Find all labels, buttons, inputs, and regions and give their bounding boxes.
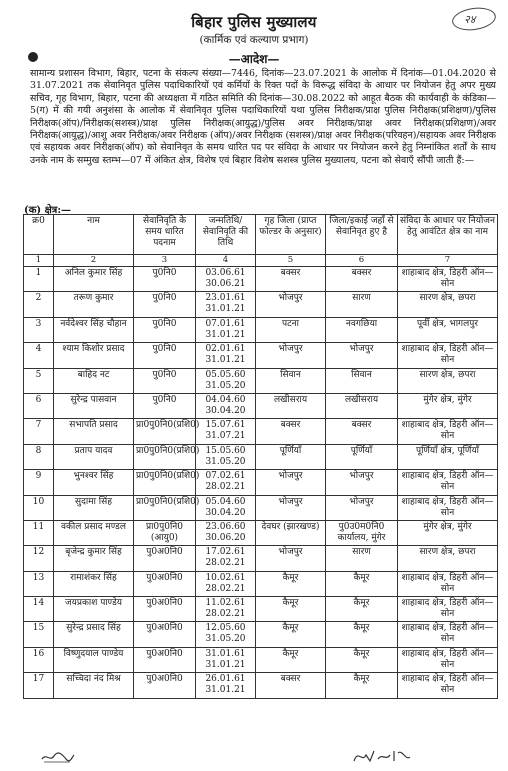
row-dob: 07.02.61 [205, 471, 246, 482]
row-dor: 31.01.21 [205, 659, 246, 670]
row-name: श्याम किशोर प्रसाद [54, 343, 134, 368]
row-allotted-area: शाहाबाद क्षेत्र, डिहरी ऑन—सोन [398, 622, 498, 647]
table-row [24, 647, 498, 672]
row-dob: 12.05.60 [205, 623, 246, 634]
row-dor: 31.05.20 [205, 634, 246, 645]
row-retire-unit: कैमूर [326, 597, 398, 622]
row-home-district: कैमूर [256, 597, 326, 622]
row-allotted-area: सारण क्षेत्र, छपरा [398, 546, 498, 571]
row-home-district: कैमूर [256, 647, 326, 672]
page-number-text: २४ [464, 13, 476, 26]
row-name: प्रताप यादव [54, 444, 134, 469]
row-post: पु0अ0नि0 [134, 647, 196, 672]
row-home-district: पटना [256, 317, 326, 342]
row-home-district: भोजपुर [256, 495, 326, 520]
row-serial: 3 [24, 317, 54, 342]
column-number: 3 [134, 255, 196, 267]
row-dor: 28.02.21 [205, 583, 246, 594]
row-dates [196, 267, 256, 292]
row-retire-unit: सारण [326, 292, 398, 317]
row-post: पु0नि0 [134, 292, 196, 317]
section-label: (क) क्षेत्र:— [24, 205, 72, 216]
row-dor: 28.02.21 [205, 482, 246, 493]
row-dor: 28.02.21 [205, 609, 246, 620]
row-home-district: बक्सर [256, 673, 326, 698]
row-dob: 15.05.60 [205, 445, 246, 456]
row-serial: 14 [24, 597, 54, 622]
row-home-district: कैमूर [256, 571, 326, 596]
row-dates [196, 520, 256, 545]
table-row [24, 419, 498, 444]
column-number: 7 [398, 255, 498, 267]
row-post: पु0अ0नि0 [134, 597, 196, 622]
row-retire-unit: नवगछिया [326, 317, 398, 342]
row-home-district: भोजपुर [256, 343, 326, 368]
row-allotted-area: शाहाबाद क्षेत्र, डिहरी ऑन—सोन [398, 419, 498, 444]
header-home-district: गृह जिला (प्राप्त फोल्डर के अनुसार) [256, 215, 326, 255]
row-name: बृजेन्द्र कुमार सिंह [54, 546, 134, 571]
row-name: सच्चिदा नंद मिश्र [54, 673, 134, 698]
row-retire-unit: सारण [326, 546, 398, 571]
row-retire-unit: लखीसराय [326, 393, 398, 418]
row-home-district: देवघर (झारखण्ड) [256, 520, 326, 545]
row-dor: 30.06.21 [205, 279, 246, 289]
row-post: पु0नि0 [134, 368, 196, 393]
row-name: सुदामा सिंह [54, 495, 134, 520]
row-dates [196, 470, 256, 495]
row-post: पु0अ0नि0 [134, 571, 196, 596]
header-dates: जन्मतिथि/सेवानिवृति की तिथि [196, 215, 256, 255]
row-post: प्रा0पु0नि0(प्रशि0) [134, 470, 196, 495]
column-number-row [24, 255, 498, 267]
row-dates [196, 597, 256, 622]
header-serial: क्र0 [24, 215, 54, 255]
row-dor: 30.04.20 [205, 405, 246, 416]
row-dob: 05.05.60 [205, 369, 246, 380]
row-dob: 26.01.61 [205, 674, 246, 685]
table-row [24, 622, 498, 647]
row-name: वकील प्रसाद मण्डल [54, 520, 134, 545]
row-dates [196, 622, 256, 647]
table-row [24, 292, 498, 317]
row-allotted-area: शाहाबाद क्षेत्र, डिहरी ऑन—सोन [398, 343, 498, 368]
row-dates [196, 444, 256, 469]
row-allotted-area: शाहाबाद क्षेत्र, डिहरी ऑन—सोन [398, 571, 498, 596]
row-allotted-area: शाहाबाद क्षेत्र, डिहरी ऑन—सोन [398, 673, 498, 698]
row-dates [196, 571, 256, 596]
row-dor: 31.07.21 [205, 431, 246, 442]
order-body-paragraph: सामान्य प्रशासन विभाग, बिहार, पटना के संकल्प संख्या—7446, दिनांक—23.07.2021 के आलोक में दिनांक—01.04.2020 से 31.07.2021 तक सेवानिवृत पुलिस पदाधिकारियों एवं कर्मियों के रिक्त पदों के विरूद्ध संविदा के आधार पर नियोजन हेतु अपर मुख्य सचिव, गृह विभाग, बिहार, पटना की अध्यक्षता में गठित समिति की दिनांक—30.08.2022 को आहूत बैठक की कार्यवाही के कंडिका—5(ग) में की गयी अनुशंसा के आलोक में सेवानिवृत पुलिस पदाधिकारियों यथा पुलिस निरीक्षक/प्राक्ष पुलिस निरीक्षक(प्रशिक्षण)/पुलिस निरीक्षक(ऑप)/निरीक्षक(सशस्त्र)/प्राक्ष पुलिस निरीक्षक(आयुद्ध)/पुलिस अवर निरीक्षक/प्राक्ष अवर निरीक्षक(प्रशिक्षण)/अवर निरीक्षक(आयुद्ध)/आशु अवर निरीक्षक/अवर निरीक्षक (ऑप)/अवर निरीक्षक (सशस्त्र)/प्राक्ष अवर निरीक्षक(परिवहन)/सहायक अवर निरीक्षक एवं सहायक अवर निरीक्षक(ऑप) को सेवानिवृत के समय धारित पद पर संविदा के आधार पर नियोजन करने हेतु निम्नांकित शर्तों के साथ उनके नाम के सम्मुख स्तम्भ—07 में अंकित क्षेत्र, विशेष एवं बिहार विशेष सशस्त्र पुलिस मुख्यालय, पटना को सेवाएँ सौंपी जाती हैं:— [30, 68, 496, 166]
row-home-district: सिवान [256, 368, 326, 393]
row-dob: 23.06.60 [205, 521, 246, 532]
row-post: प्रा0पु0नि0(प्रशि0) [134, 444, 196, 469]
header-name: नाम [54, 215, 134, 255]
row-post: पु0अ0नि0 [134, 546, 196, 571]
handwritten-signature-left [40, 750, 76, 764]
row-retire-unit: कैमूर [326, 647, 398, 672]
order-heading: —आदेश— [228, 52, 280, 66]
row-serial: 17 [24, 673, 54, 698]
row-dates [196, 393, 256, 418]
table-row [24, 444, 498, 469]
row-name: रामाशंकर सिंह [54, 571, 134, 596]
row-dates [196, 546, 256, 571]
row-dor: 31.01.21 [205, 329, 246, 340]
table-row [24, 317, 498, 342]
row-dates [196, 495, 256, 520]
row-home-district: कैमूर [256, 622, 326, 647]
row-dor: 30.06.20 [205, 532, 246, 543]
table-row [24, 267, 498, 292]
header-allotted-area: संविदा के आधार पर नियोजन हेतु आवंटित क्षेत्र का नाम [398, 215, 498, 255]
row-dor: 31.01.21 [205, 304, 246, 315]
row-allotted-area: शाहाबाद क्षेत्र, डिहरी ऑन—सोन [398, 267, 498, 292]
row-serial: 2 [24, 292, 54, 317]
row-home-district: भोजपुर [256, 546, 326, 571]
row-name: विष्णुदयाल पाण्डेय [54, 647, 134, 672]
row-retire-unit: बक्सर [326, 419, 398, 444]
row-dates [196, 647, 256, 672]
row-retire-unit: पूर्णियाँ [326, 444, 398, 469]
row-serial: 15 [24, 622, 54, 647]
row-allotted-area: पूर्वी क्षेत्र, भागलपुर [398, 317, 498, 342]
table-row [24, 495, 498, 520]
row-serial: 12 [24, 546, 54, 571]
row-post: प्रा0पु0नि0 (आयु0) [134, 520, 196, 545]
row-post: पु0नि0 [134, 343, 196, 368]
row-home-district: पूर्णियाँ [256, 444, 326, 469]
row-dob: 10.02.61 [205, 572, 246, 583]
row-serial: 13 [24, 571, 54, 596]
row-dob: 17.02.61 [205, 547, 246, 558]
column-number: 6 [326, 255, 398, 267]
row-name: सुरेन्द्र पासवान [54, 393, 134, 418]
document-subtitle: (कार्मिक एवं कल्याण प्रभाग) [199, 34, 309, 46]
row-allotted-area: शाहाबाद क्षेत्र, डिहरी ऑन—सोन [398, 647, 498, 672]
row-retire-unit: सिवान [326, 368, 398, 393]
row-name: सभापति प्रसाद [54, 419, 134, 444]
row-dor: 28.02.21 [205, 558, 246, 569]
row-dob: 23.01.61 [205, 293, 246, 304]
row-dor: 31.01.21 [205, 355, 246, 366]
table-row [24, 597, 498, 622]
row-dates [196, 419, 256, 444]
row-allotted-area: पूर्णियाँ क्षेत्र, पूर्णियाँ [398, 444, 498, 469]
row-serial: 7 [24, 419, 54, 444]
row-serial: 6 [24, 393, 54, 418]
row-name: अनिल कुमार सिंह [54, 267, 134, 292]
column-number: 1 [24, 255, 54, 267]
row-dates [196, 292, 256, 317]
row-retire-unit: भोजपुर [326, 470, 398, 495]
table-row [24, 571, 498, 596]
row-post: प्रा0पु0नि0(प्रशि0) [134, 419, 196, 444]
row-retire-unit: भोजपुर [326, 343, 398, 368]
row-post: पु0अ0नि0 [134, 622, 196, 647]
row-dob: 04.04.60 [205, 394, 246, 405]
row-retire-unit: कैमूर [326, 622, 398, 647]
row-retire-unit: पु0उ0म0नि0 कार्यालय, मुंगेर [326, 520, 398, 545]
row-dob: 31.01.61 [205, 648, 246, 659]
row-serial: 1 [24, 267, 54, 292]
row-dates [196, 317, 256, 342]
row-allotted-area: सारण क्षेत्र, छपरा [398, 292, 498, 317]
row-name: जयप्रकाश पाण्डेय [54, 597, 134, 622]
row-home-district: लखीसराय [256, 393, 326, 418]
row-allotted-area: मुंगेर क्षेत्र, मुंगेर [398, 520, 498, 545]
row-post: पु0नि0 [134, 317, 196, 342]
row-serial: 16 [24, 647, 54, 672]
row-home-district: बक्सर [256, 419, 326, 444]
document-title: बिहार पुलिस मुख्यालय [191, 13, 317, 31]
row-dor: 31.05.20 [205, 380, 246, 391]
row-home-district: भोजपुर [256, 470, 326, 495]
row-dor: 31.01.21 [205, 685, 246, 696]
table-row [24, 470, 498, 495]
allotment-table [23, 214, 498, 699]
row-name: सुरेन्द्र प्रसाद सिंह [54, 622, 134, 647]
row-post: पु0नि0 [134, 267, 196, 292]
table-row [24, 673, 498, 698]
row-post: प्रा0पु0नि0(प्रशि0) [134, 495, 196, 520]
row-dob: 02.01.61 [205, 344, 246, 355]
row-retire-unit: भोजपुर [326, 495, 398, 520]
row-retire-unit: कैमूर [326, 673, 398, 698]
row-retire-unit: बक्सर [326, 267, 398, 292]
row-serial: 9 [24, 470, 54, 495]
table-row [24, 368, 498, 393]
row-home-district: बक्सर [256, 267, 326, 292]
column-number: 2 [54, 255, 134, 267]
row-name: बाहिद नट [54, 368, 134, 393]
row-dates [196, 343, 256, 368]
row-post: पु0नि0 [134, 393, 196, 418]
row-home-district: भोजपुर [256, 292, 326, 317]
row-serial: 10 [24, 495, 54, 520]
row-name: भुनश्वर सिंह [54, 470, 134, 495]
row-name: नर्वदेश्वर सिंह चौहान [54, 317, 134, 342]
row-dor: 31.05.20 [205, 456, 246, 467]
row-dor: 30.04.20 [205, 507, 246, 518]
table-row [24, 520, 498, 545]
header-retire-unit: जिला/इकाई जहाँ से सेवानिवृत हुए है [326, 215, 398, 255]
row-name: तरूण कुमार [54, 292, 134, 317]
table-row [24, 546, 498, 571]
header-post: सेवानिवृति के समय धारित पदनाम [134, 215, 196, 255]
row-allotted-area: सारण क्षेत्र, छपरा [398, 368, 498, 393]
row-dates [196, 673, 256, 698]
handwritten-signature-right [352, 747, 412, 765]
row-serial: 11 [24, 520, 54, 545]
row-serial: 4 [24, 343, 54, 368]
column-number: 4 [196, 255, 256, 267]
row-serial: 8 [24, 444, 54, 469]
row-serial: 5 [24, 368, 54, 393]
row-allotted-area: शाहाबाद क्षेत्र, डिहरी ऑन—सोन [398, 597, 498, 622]
table-header-row [24, 215, 498, 255]
row-post: पु0अ0नि0 [134, 673, 196, 698]
row-dob: 03.06.61 [205, 268, 246, 278]
table-row [24, 343, 498, 368]
row-allotted-area: शाहाबाद क्षेत्र, डिहरी ऑन—सोन [398, 470, 498, 495]
row-dob: 15.07.61 [205, 420, 246, 431]
row-dob: 05.04.60 [205, 496, 246, 507]
column-number: 5 [256, 255, 326, 267]
row-retire-unit: कैमूर [326, 571, 398, 596]
row-allotted-area: मुंगेर क्षेत्र, मुंगेर [398, 393, 498, 418]
table-row [24, 393, 498, 418]
row-allotted-area: शाहाबाद क्षेत्र, डिहरी ऑन—सोन [398, 495, 498, 520]
row-dob: 11.02.61 [205, 598, 246, 609]
row-dates [196, 368, 256, 393]
row-dob: 07.01.61 [205, 318, 246, 329]
